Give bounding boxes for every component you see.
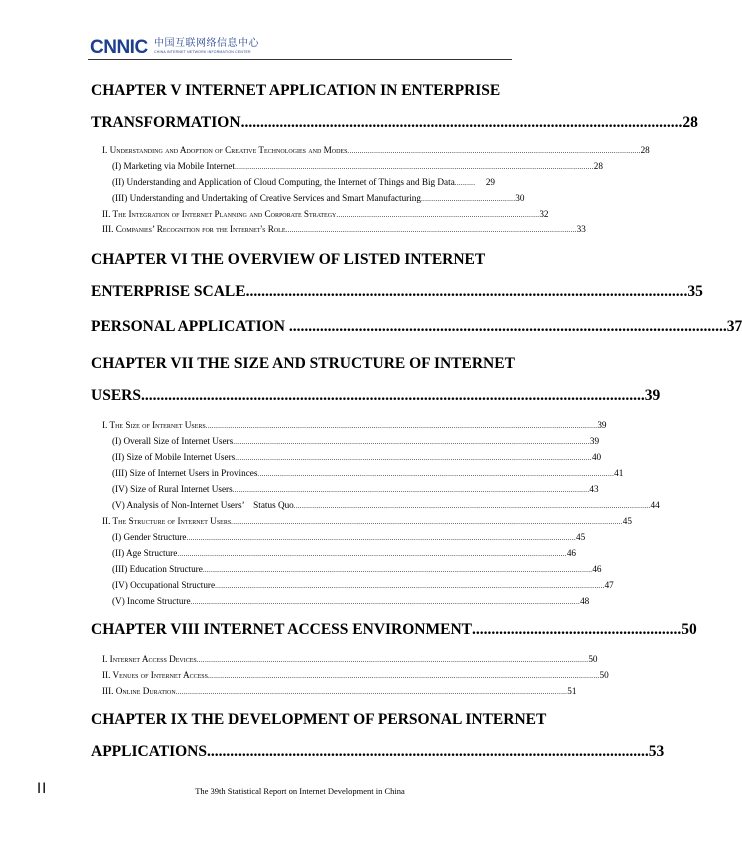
chapter-title-line1: CHAPTER V INTERNET APPLICATION IN ENTERPRISE <box>91 82 501 99</box>
toc-section[interactable]: I. The Size of Internet Users ............................................................................................................................................................................................... 39 <box>102 420 607 430</box>
toc-chapter-5[interactable] <box>91 82 698 132</box>
toc-subsection[interactable]: (I) Gender Structure .............................................................................................................................................................................................. 45 <box>112 532 586 542</box>
toc-subsection[interactable]: (III) Understanding and Undertaking of Creative Services and Smart Manufacturing .............................................. 30 <box>112 193 525 203</box>
toc-part-personal-application[interactable]: PERSONAL APPLICATION ................................................................................................................. 37 <box>91 318 742 335</box>
toc-chapter-6[interactable]: CHAPTER VI THE OVERVIEW OF LISTED INTERNET ENTERPRISE SCALE .................................................................................................................. 35 <box>91 251 703 300</box>
toc-chapter-9[interactable]: CHAPTER IX THE DEVELOPMENT OF PERSONAL INTERNET APPLICATIONS .................................................................................................................. 53 <box>91 711 665 760</box>
cnnic-logo: CNNIC <box>90 37 148 58</box>
toc-subsection[interactable]: (II) Size of Mobile Internet Users .............................................................................................................................................................................. 40 <box>112 452 602 462</box>
toc-subsection[interactable]: (I) Marketing via Mobile Internet ............................................................................................................................................................................... 28 <box>112 161 603 171</box>
page-number: 28 <box>682 114 698 131</box>
header-divider <box>88 59 512 60</box>
toc-section[interactable]: II. The Integration of Internet Planning and Corporate Strategy ................................................................................................... 32 <box>102 209 549 219</box>
toc-subsection[interactable]: (IV) Occupational Structure .............................................................................................................................................................................................. 47 <box>112 580 614 590</box>
toc-chapter-8[interactable]: CHAPTER VIII INTERNET ACCESS ENVIRONMENT ...................................................... 50 <box>91 621 697 638</box>
dot-leader: .................................................................................................................. <box>240 114 683 131</box>
chapter-title-line2: TRANSFORMATION <box>91 114 241 131</box>
toc-section[interactable]: III. Online Duration ............................................................................................................................................................................................... 51 <box>102 686 577 696</box>
toc-section[interactable]: II. The Structure of Internet Users ............................................................................................................................................................................................... 45 <box>102 516 632 526</box>
toc-subsection[interactable]: (V) Analysis of Non-Internet Users’ Status Quo .............................................................................................................................................................................. 44 <box>112 500 660 510</box>
toc-subsection[interactable]: (II) Age Structure .............................................................................................................................................................................................. 46 <box>112 548 576 558</box>
toc-subsection[interactable]: (V) Income Structure .............................................................................................................................................................................................. 48 <box>112 596 590 606</box>
toc-chapter-7[interactable]: CHAPTER VII THE SIZE AND STRUCTURE OF INTERNET USERS .................................................................................................................................. 39 <box>91 355 661 404</box>
toc-subsection[interactable]: (IV) Size of Rural Internet Users .............................................................................................................................................................................. 43 <box>112 484 599 494</box>
org-name-chinese: 中国互联网络信息中心 <box>154 38 259 49</box>
toc-section[interactable]: III. Companies’ Recognition for the Internet's Role .............................................................................................................................................. 33 <box>102 224 586 234</box>
toc-subsection[interactable]: (III) Size of Internet Users in Provinces .............................................................................................................................................................................. 41 <box>112 468 624 478</box>
toc-section[interactable]: I. Understanding and Adoption of Creative Technologies and Modes ............................................................................................................................................... 28 <box>102 145 650 155</box>
footer-page-number: II <box>37 781 48 797</box>
org-name-english: CHINA INTERNET NETWORK INFORMATION CENTER <box>154 50 251 54</box>
footer-report-title: The 39th Statistical Report on Internet Development in China <box>195 786 405 796</box>
toc-section[interactable]: I. Internet Access Devices ............................................................................................................................................................................................... 50 <box>102 654 598 664</box>
toc-subsection[interactable]: (I) Overall Size of Internet Users .............................................................................................................................................................................. 39 <box>112 436 600 446</box>
page-header <box>88 38 512 60</box>
toc-subsection[interactable]: (II) Understanding and Application of Cloud Computing, the Internet of Things and Big Data .......... 29 <box>112 177 495 187</box>
toc-subsection[interactable]: (III) Education Structure .............................................................................................................................................................................................. 46 <box>112 564 602 574</box>
toc-section[interactable]: II. Venues of Internet Access ............................................................................................................................................................................................... 50 <box>102 670 609 680</box>
